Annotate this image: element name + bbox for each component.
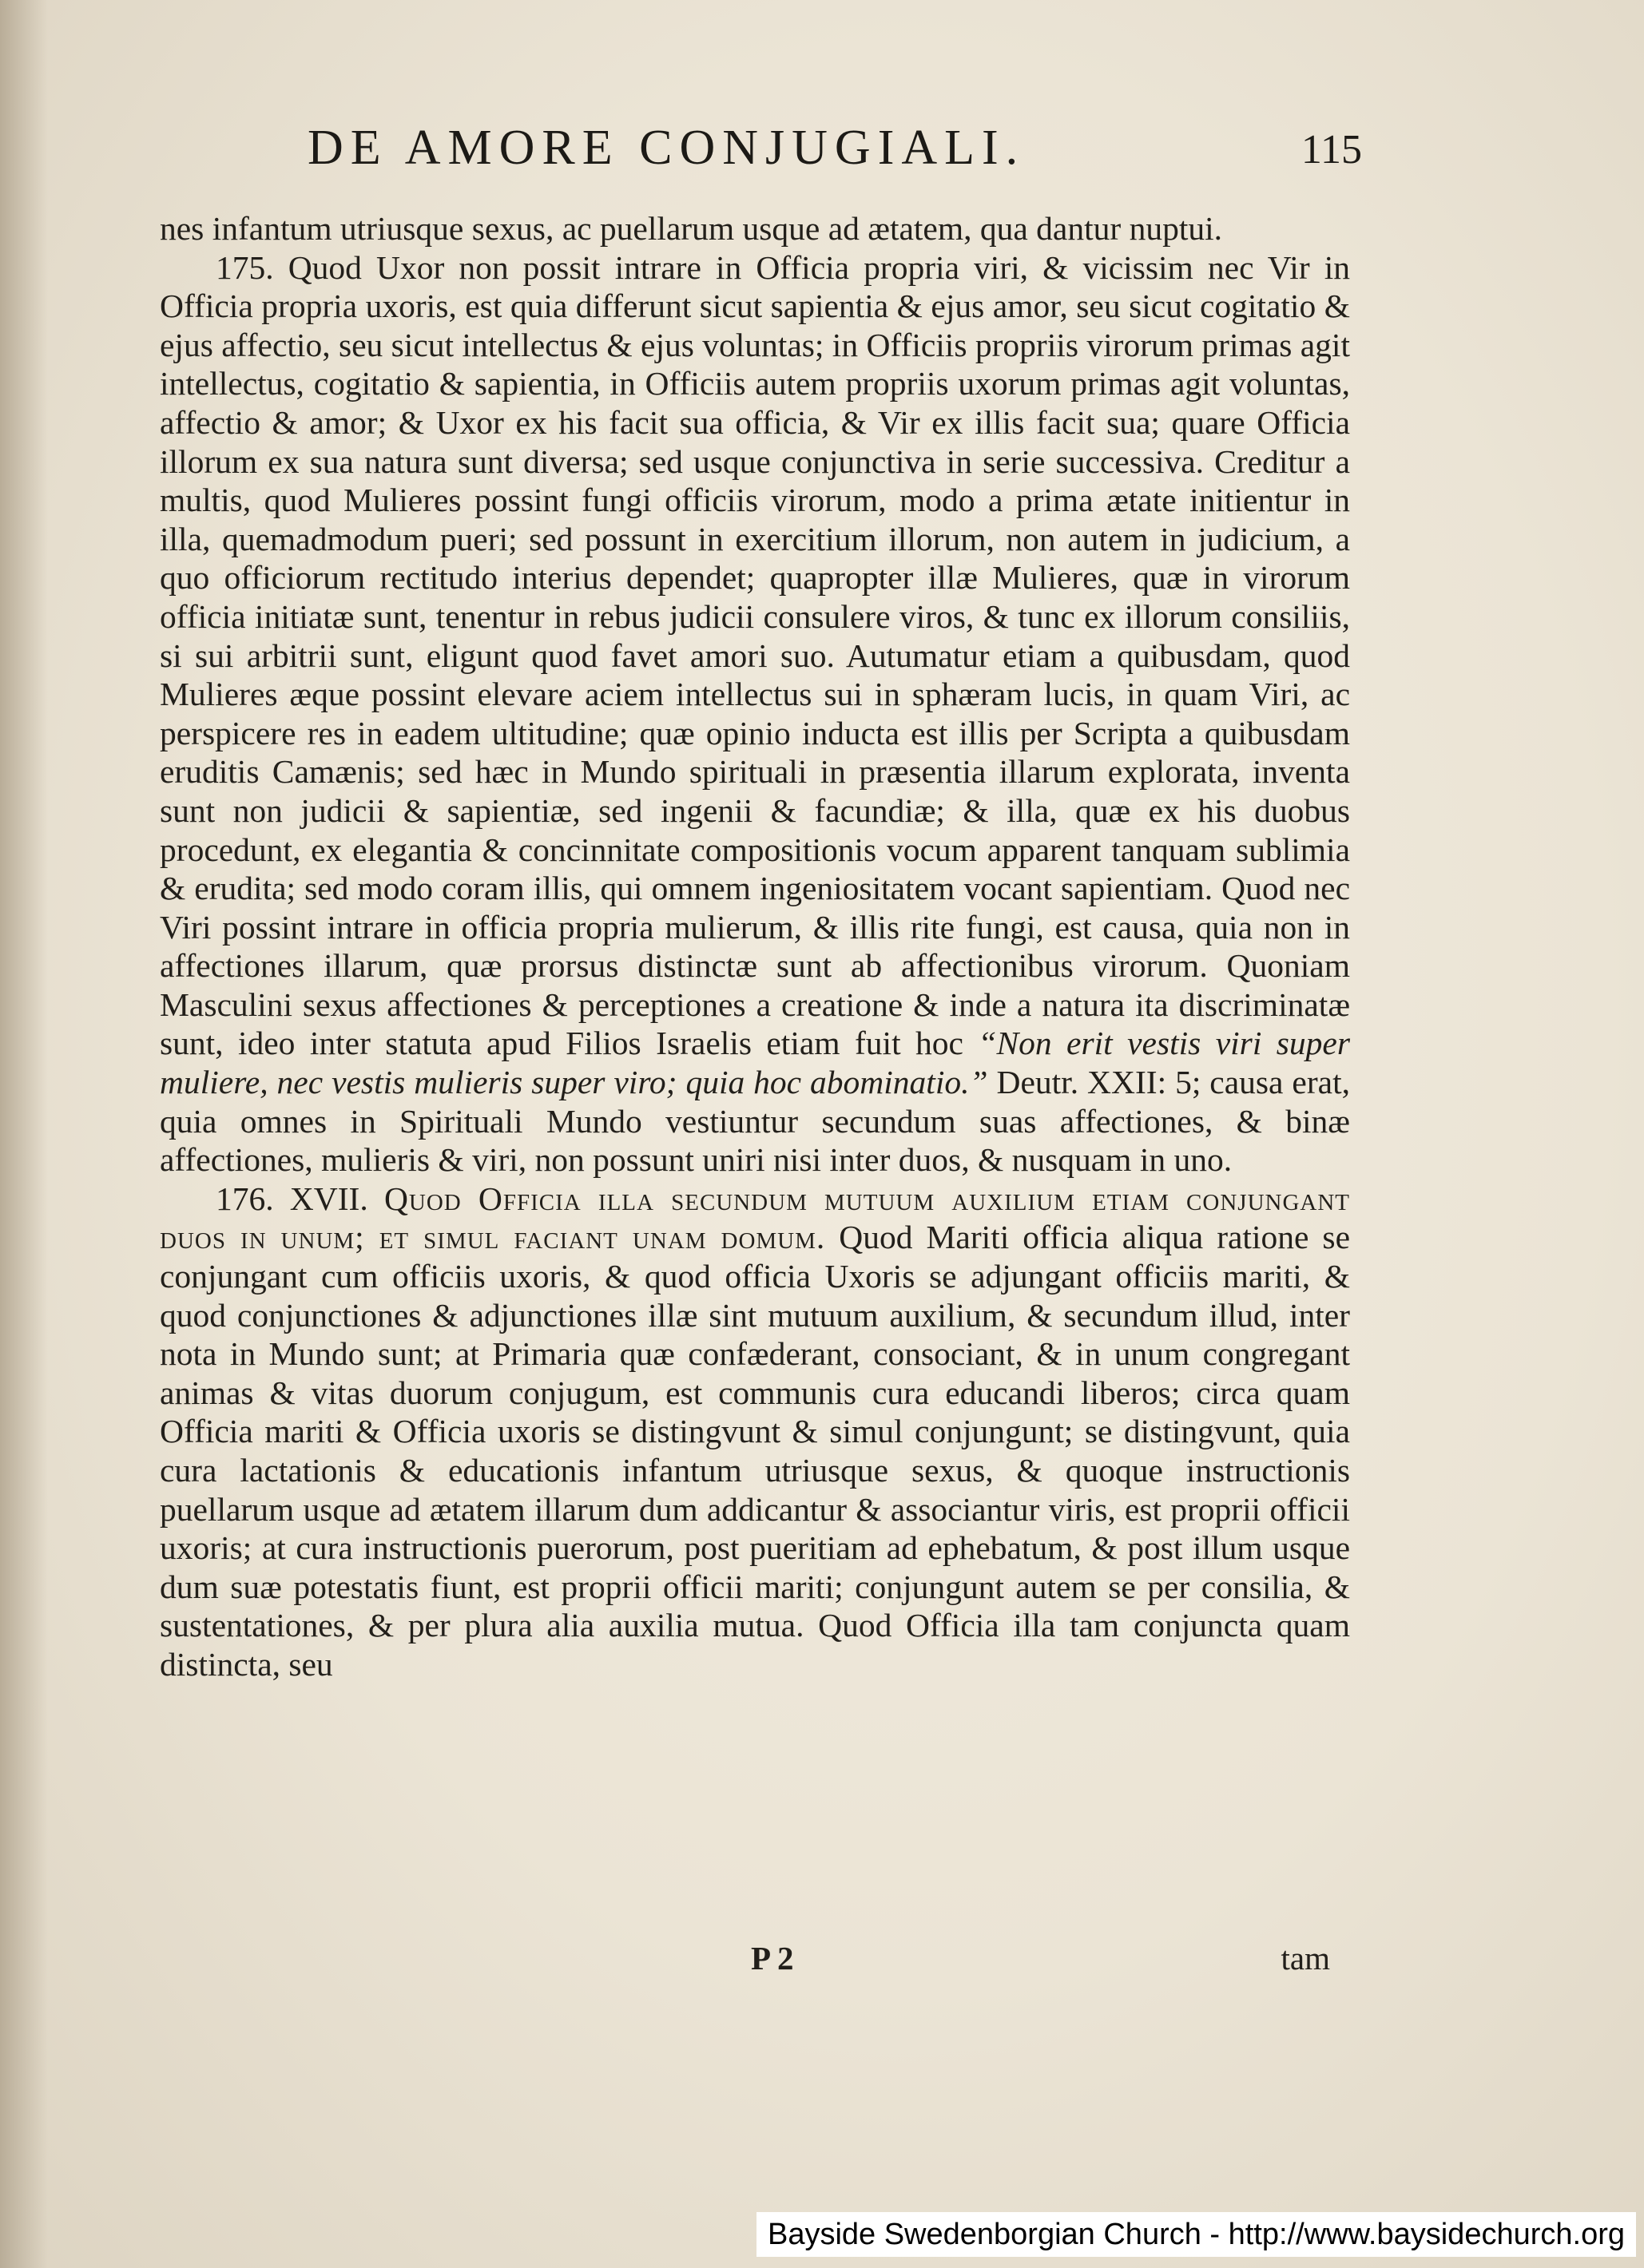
signature-mark: P 2	[751, 1940, 794, 1977]
paragraph-176-text: Quod Mariti officia aliqua ratione se conjungant cum officiis uxoris, & quod officia Uxoris se adjungant officiis mariti, & quod conjunctiones & adjunctiones illæ sint mutuum auxilium, & secundum illud, inter nota in Mundo sunt; at Primaria quæ confæderant, consociant, & in unum congregant animas & vitas duorum conjugum, est communis cura educandi liberos; circa quam Officia mariti & Officia uxoris se distingvunt & simul conjungunt; se distingvunt, quia cura lactationis & educationis infantum utriusque sexus, & quoque instructionis puellarum usque ad ætatem illarum dum addicantur & associantur viris, est proprii officii uxoris; at cura instructionis puerorum, post pueritiam ad ephebatum, & post illum usque dum suæ potestatis fiunt, est proprii officii mariti; conjungunt autem se per consilia, & sustentationes, & per plura alia auxilia mutua. Quod Officia illa tam conjuncta quam distincta, seu	[160, 1219, 1350, 1683]
paragraph-176	[160, 1180, 1350, 1684]
text-block	[160, 209, 1350, 1684]
page-footer	[160, 1939, 1350, 1987]
page-gutter-shadow	[0, 0, 48, 2268]
scripture-quote: “Non erit vestis viri super muliere, nec vestis mulieris super viro; quia hoc abominatio.”	[160, 1025, 1350, 1101]
paragraph-continuation: nes infantum utriusque sexus, ac puellarum usque ad ætatem, qua dantur nuptui.	[160, 210, 1223, 247]
running-title: DE AMORE CONJUGIALI.	[308, 121, 1026, 175]
running-head	[308, 120, 1362, 192]
paragraph-176-number: 176. XVII.	[216, 1180, 368, 1217]
paragraph-175-end: Deutr. XXII: 5; causa erat, quia omnes in Spirituali Mundo vestiuntur secundum suas affectiones, & binæ affectiones, mulieris & viri, non possunt uniri nisi inter duos, & nusquam in uno.	[160, 1064, 1350, 1179]
section-heading: Quod Officia illa secundum mutuum auxilium etiam conjungant duos in unum; et simul faciant unam domum.	[160, 1180, 1350, 1256]
paragraph-175	[160, 248, 1350, 1180]
paragraph-175-text: 175. Quod Uxor non possit intrare in Officia propria viri, & vicissim nec Vir in Officia propria uxoris, est quia differunt sicut sapientia & ejus amor, seu sicut cogitatio & ejus affectio, seu sicut intellectus & ejus voluntas; in Officiis propriis virorum primas agit intellectus, cogitatio & sapientia, in Officiis autem propriis uxorum primas agit voluntas, affectio & amor; & Uxor ex his facit sua officia, & Vir ex illis facit sua; quare Officia illorum ex sua natura sunt diversa; sed usque conjunctiva in serie successiva. Creditur a multis, quod Mulieres possint fungi officiis virorum, modo a prima ætate initientur in illa, quemadmodum pueri; sed possunt in exercitium illorum, non autem in judicium, a quo officiorum rectitudo interius dependet; quapropter illæ Mulieres, quæ in virorum officia initiatæ sunt, tenentur in rebus judicii consulere viros, & tunc ex illorum consiliis, si sui arbitrii sunt, eligunt quod favet amori suo. Autumatur etiam a quibusdam, quod Mulieres æque possint elevare aciem intellectus sui in sphæram lucis, in quam Viri, ac perspicere res in eadem ultitudine; quæ opinio inducta est illis per Scripta a quibusdam eruditis Camænis; sed hæc in Mundo spirituali in præsentia illarum explorata, inventa sunt non judicii & sapientiæ, sed ingenii & facundiæ; & illa, quæ ex his duobus procedunt, ex elegantia & concinnitate compositionis vocum apparent tanquam sublimia & erudita; sed modo coram illis, qui omnem ingeniositatem vocant sapientiam. Quod nec Viri possint intrare in officia propria mulierum, & illis rite fungi, est causa, quia non in affectiones illarum, quæ prorsus distinctæ sunt ab affectionibus virorum. Quoniam Masculini sexus affectiones & perceptiones a creatione & inde a natura ita discriminatæ sunt, ideo inter statuta apud Filios Israelis etiam fuit hoc	[160, 248, 1350, 1062]
catchword: tam	[1281, 1940, 1330, 1977]
page-number: 115	[1301, 127, 1362, 172]
watermark-caption: Bayside Swedenborgian Church - http://www.baysidechurch.org	[756, 2212, 1636, 2257]
